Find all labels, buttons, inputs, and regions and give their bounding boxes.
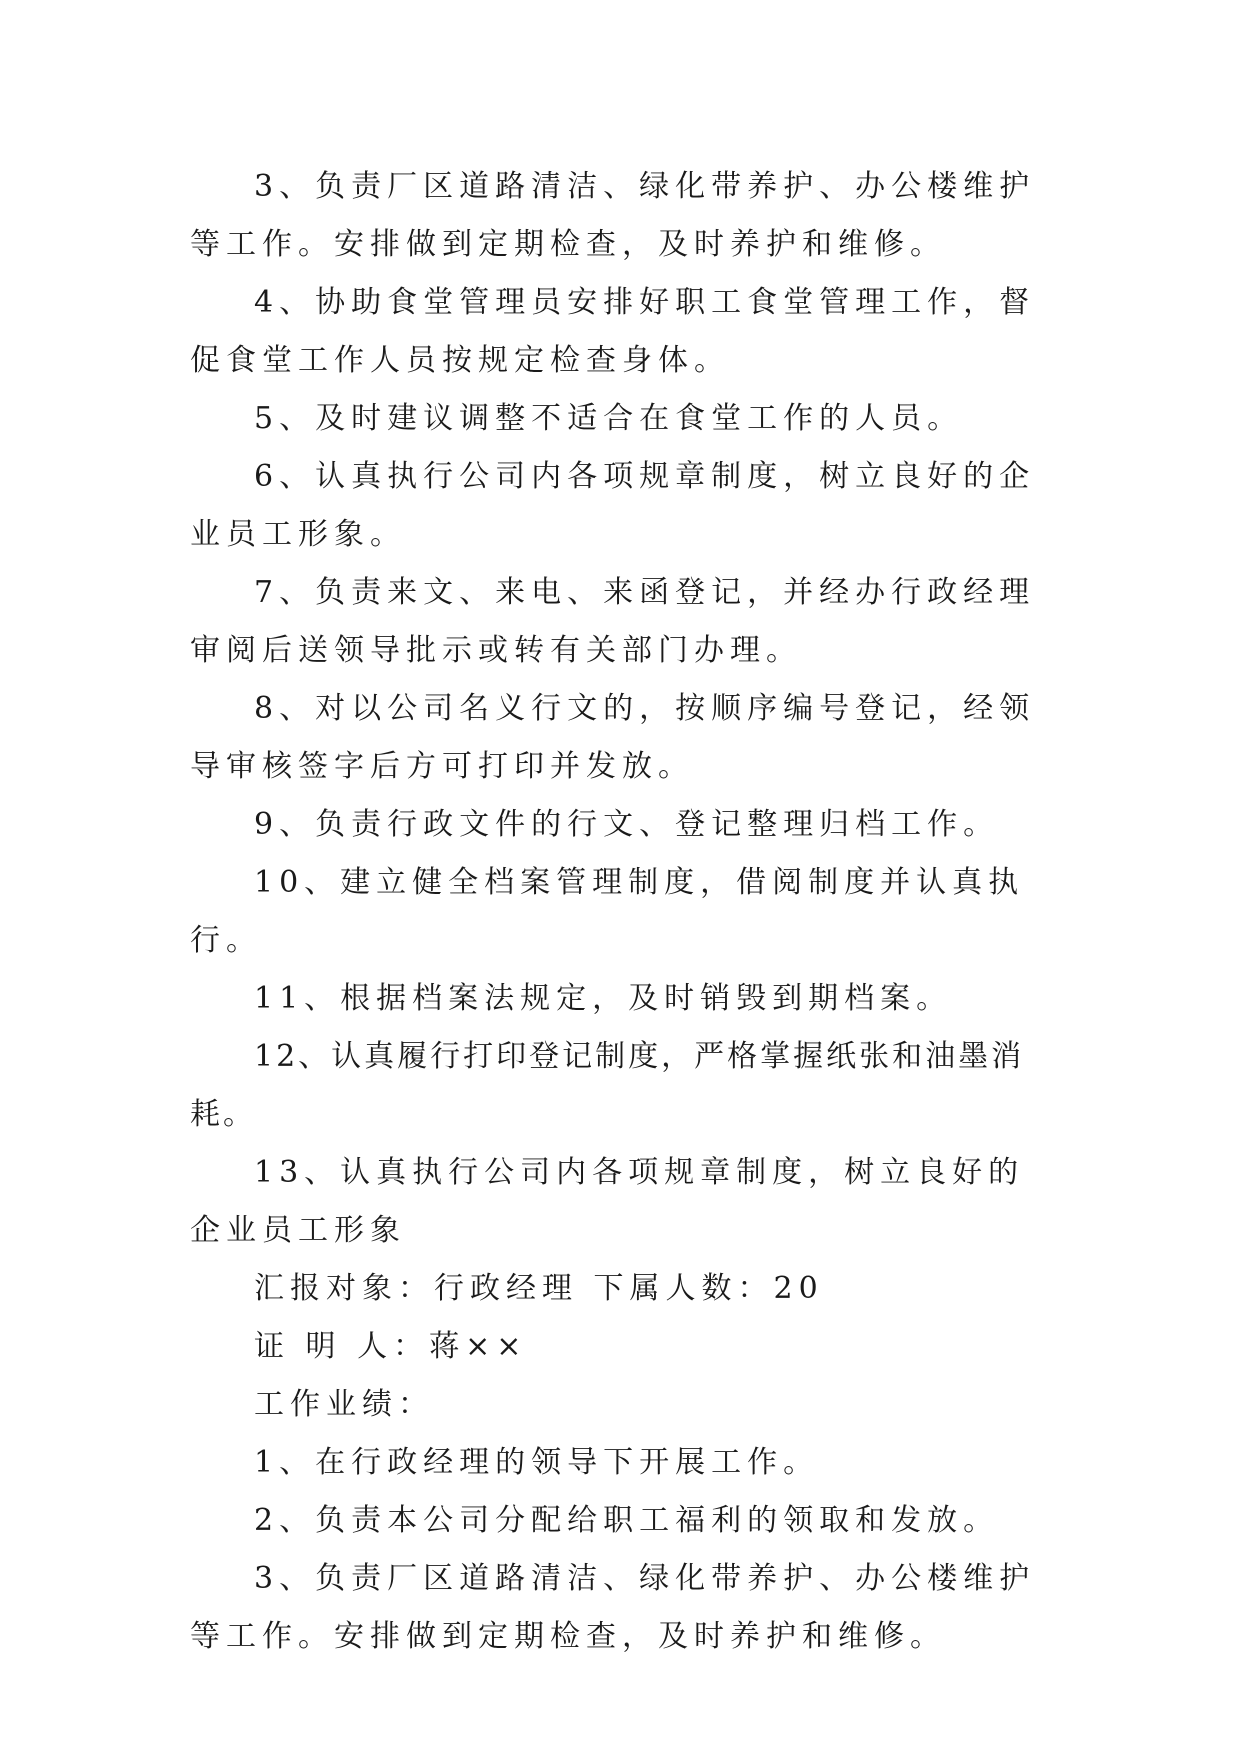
duty-item-5: 5、及时建议调整不适合在食堂工作的人员。 [254,401,964,436]
achievement-item-3: 3、负责厂区道路清洁、绿化带养护、办公楼维护等工作。安排做到定期检查，及时养护和维修。 [190,1561,1036,1654]
duty-item-6: 6、认真执行公司内各项规章制度，树立良好的企业员工形象。 [190,459,1036,552]
duty-item-7: 7、负责来文、来电、来函登记，并经办行政经理审阅后送领导批示或转有关部门办理。 [190,575,1036,668]
duty-item-8: 8、对以公司名义行文的，按顺序编号登记，经领导审核签字后方可打印并发放。 [190,691,1036,784]
reference-line: 证 明 人：蒋×× [254,1329,528,1364]
achievement-item-2: 2、负责本公司分配给职工福利的领取和发放。 [254,1503,1000,1538]
duty-item-9: 9、负责行政文件的行文、登记整理归档工作。 [254,807,1000,842]
duty-item-10: 10、建立健全档案管理制度，借阅制度并认真执行。 [190,865,1025,958]
achievement-item-1: 1、在行政经理的领导下开展工作。 [254,1445,820,1480]
duty-item-13: 13、认真执行公司内各项规章制度，树立良好的企业员工形象 [190,1155,1025,1248]
duty-item-4: 4、协助食堂管理员安排好职工食堂管理工作，督促食堂工作人员按规定检查身体。 [190,285,1036,378]
duty-item-11: 11、根据档案法规定，及时销毁到期档案。 [254,981,953,1016]
duty-item-3: 3、负责厂区道路清洁、绿化带养护、办公楼维护等工作。安排做到定期检查，及时养护和维修。 [190,169,1036,262]
report-to-line: 汇报对象：行政经理 下属人数：20 [254,1271,824,1306]
achievements-heading: 工作业绩： [254,1387,434,1422]
duty-item-12: 12、认真履行打印登记制度，严格掌握纸张和油墨消耗。 [190,1039,1025,1132]
